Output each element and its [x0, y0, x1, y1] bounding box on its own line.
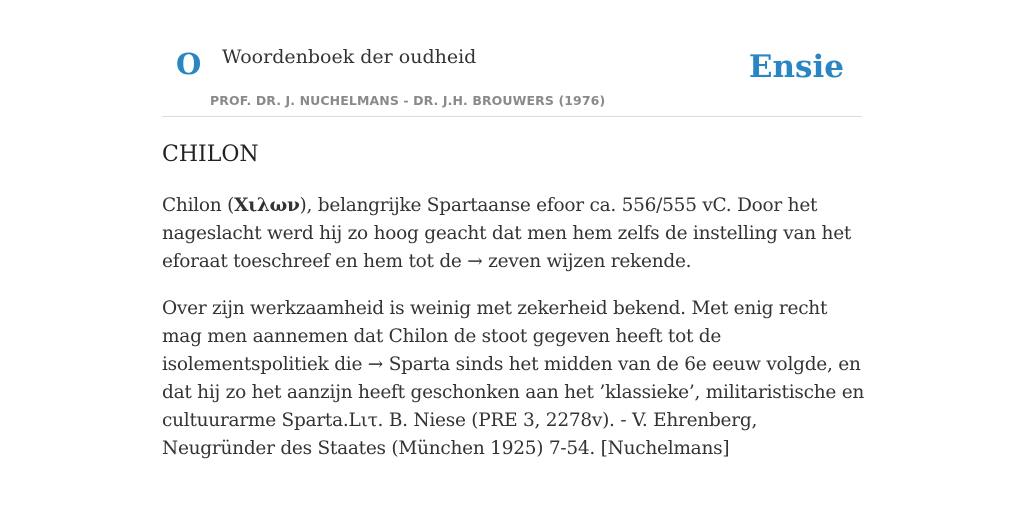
paragraph-text: Chilon (	[162, 195, 235, 216]
paragraph-text: Over zijn werkzaamheid is weinig met zekerheid bekend. Met enig recht mag men aannemen dat Chilon de stoot gegeven heeft tot de isolementspolitiek die	[162, 298, 828, 375]
dictionary-authors: PROF. DR. J. NUCHELMANS - DR. J.H. BROUWERS (1976)	[210, 93, 606, 108]
dictionary-header	[162, 30, 862, 117]
dictionary-title-link[interactable]: Woordenboek der oudheid	[222, 46, 477, 68]
index-letter-link[interactable]: O	[176, 47, 202, 81]
cross-reference-label: zeven wijzen rekende.	[482, 251, 692, 272]
cross-reference-sparta[interactable]	[368, 354, 383, 375]
entry-content	[162, 140, 872, 463]
entry-title: CHILON	[162, 142, 259, 167]
greek-name: Χιλων	[234, 195, 300, 216]
entry-paragraph-2	[162, 295, 872, 463]
arrow-right-icon: →	[467, 251, 483, 272]
entry-paragraph-1	[162, 192, 872, 276]
cross-reference-zeven-wijzen[interactable]	[467, 251, 691, 272]
paragraph-text: ), belangrijke Spartaanse efoor ca. 556/555 vC. Door het nageslacht werd hij zo hoog geacht dat men hem zelfs de instelling van het eforaat toeschreef en hem tot de	[162, 195, 852, 272]
paragraph-text: Sparta sinds het midden van de 6e eeuw volgde, en dat hij zo het aanzijn heeft geschonken aan het ’klassieke’, militaristische en cultuurarme Sparta.Lιτ. B. Niese (PRE 3, 2278v). - V. Ehrenberg, Neugründer des Staates (München 1925) 7-54. [Nuchelmans]	[162, 354, 865, 459]
arrow-right-icon: →	[367, 354, 384, 375]
ensie-logo-link[interactable]: Ensie	[748, 49, 844, 85]
